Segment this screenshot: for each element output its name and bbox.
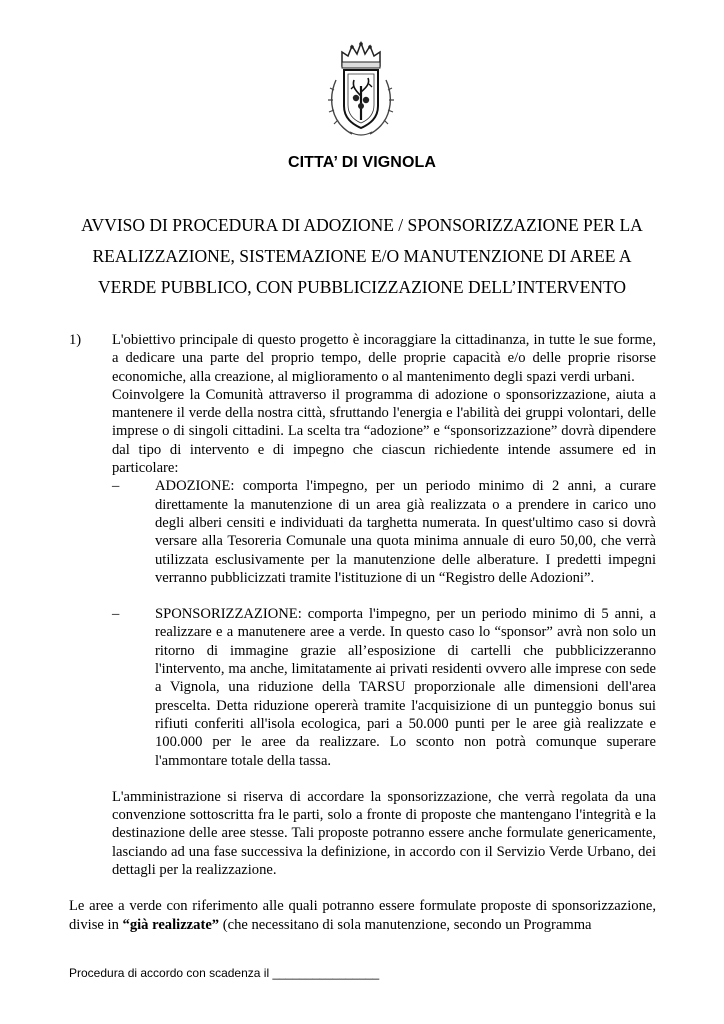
numbered-section-1 — [69, 331, 656, 879]
section-number: 1) — [69, 332, 82, 348]
sponsorizzazione-text: SPONSORIZZAZIONE: comporta l'impegno, per un periodo minimo di 5 anni, a realizzare e a manutenere aree a verde. In questo caso lo “sponsor” avrà non solo un ritorno di immagine grazie all’esposizione di cartelli che pubblicizzeranno l'intervento, ma anche, limitatamente ai privati residenti ovvero alle imprese con sede a Vignola, una riduzione della TARSU proporzionale alle dimensioni dell'area prescelta. Detta riduzione opererà tramite l'acquisizione di un punteggio bonus sui rifiuti conferiti all'isola ecologica, pari a 50.000 punti per le aree già realizzate e 100.000 per le aree da realizzare. Lo sconto non potrà comunque superare l'ammontare totale della tassa. — [155, 606, 656, 769]
closing-text-end: (che necessitano di sola manutenzione, secondo un Programma — [219, 916, 592, 933]
dash-bullet: – — [112, 478, 120, 495]
paragraph-community: Coinvolgere la Comunità attraverso il programma di adozione o sponsorizzazione, aiuta a mantenere il verde della nostra città, sfruttando l'energia e l'abilità dei gruppi volontari, delle imprese o di singoli cittadini. La scelta tra “adozione” e “sponsorizzazione” dovrà dipendere dal tipo di intervento e di impegno che ciascun richiedente intende assumere ed in particolare: — [112, 386, 656, 477]
coat-of-arms-emblem — [322, 40, 400, 142]
page-footer: Procedura di accordo con scadenza il ________________ — [69, 966, 380, 980]
list-item-adozione — [112, 477, 656, 587]
title-line: VERDE PUBBLICO, CON PUBBLICIZZAZIONE DELL’INTERVENTO — [98, 277, 626, 297]
notice-title — [60, 210, 664, 303]
dash-bullet: – — [112, 606, 120, 623]
paragraph-green-areas — [69, 897, 656, 934]
paragraph-objective: L'obiettivo principale di questo progetto è incoraggiare la cittadinanza, in tutte le sue forme, a dedicare una parte del proprio tempo, delle proprie capacità e/o delle proprie risorse economiche, alla creazione, al miglioramento o al mantenimento degli spazi verdi urbani. — [112, 332, 656, 385]
paragraph-administration: L'amministrazione si riserva di accordare la sponsorizzazione, che verrà regolata da una convenzione sottoscritta fra le parti, solo a fronte di proposte che mantengano l'integrità e la destinazione delle aree stesse. Tali proposte potranno essere anche formulate genericamente, lasciando ad una fase successiva la definizione, in accordo con il Servizio Verde Urbano, dei dettagli per la realizzazione. — [112, 788, 656, 879]
title-line: AVVISO DI PROCEDURA DI ADOZIONE / SPONSORIZZAZIONE PER LA — [81, 215, 643, 235]
document-body — [69, 331, 656, 934]
closing-text-start: Le aree a verde con riferimento alle quali potranno essere formulate proposte di sponsorizzazione, divise in — [69, 898, 656, 933]
adozione-text: ADOZIONE: comporta l'impegno, per un periodo minimo di 2 anni, a curare direttamente la manutenzione di un area già realizzata o a prendere in carico uno degli alberi censiti e individuati da targhetta numerata. In quest'ultimo caso si dovrà versare alla Tesoreria Comunale una quota minima annuale di euro 50,00, che verrà utilizzata esclusivamente per la manutenzione delle alberature. I predetti impegni verranno pubblicizzati tramite l'istituzione di un “Registro delle Adozioni”. — [155, 478, 656, 586]
city-heading: CITTA’ DI VIGNOLA — [287, 154, 437, 171]
list-item-sponsorizzazione — [112, 605, 656, 770]
title-line: REALIZZAZIONE, SISTEMAZIONE E/O MANUTENZIONE DI AREE A — [92, 246, 632, 266]
closing-bold-text: “già realizzate” — [122, 916, 220, 933]
